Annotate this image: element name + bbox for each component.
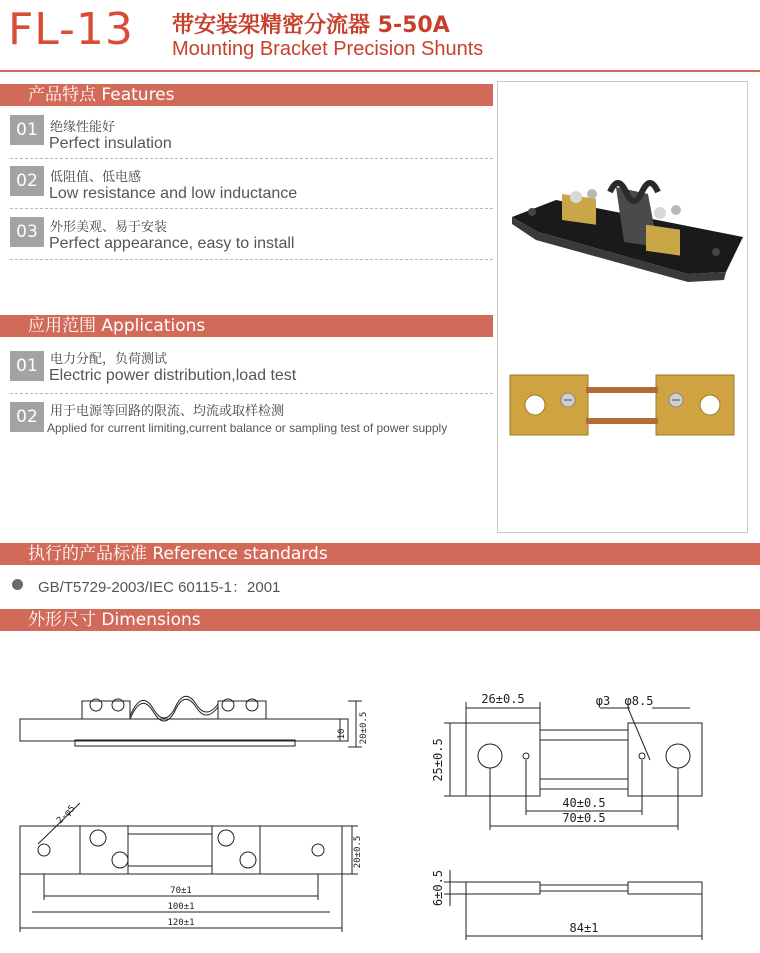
dim-label: 70±1	[170, 886, 192, 896]
applications-heading: 应用范围 Applications	[0, 315, 493, 337]
dim-label: 26±0.5	[481, 692, 525, 706]
application-number: 02	[10, 402, 44, 432]
application-cn: 用于电源等回路的限流、均流或取样检测	[50, 404, 285, 419]
dim-label: 20±0.5	[353, 835, 363, 869]
product-title-en: Mounting Bracket Precision Shunts	[172, 38, 484, 60]
dimensions-heading: 外形尺寸 Dimensions	[0, 609, 760, 631]
dim-label: 10	[337, 728, 347, 740]
side-view-drawing	[20, 696, 362, 747]
feature-cn: 低阻值、低电感	[50, 170, 142, 185]
dim-label: 20±0.5	[359, 711, 369, 745]
dim-label: φ8.5	[624, 694, 654, 708]
features-heading: 产品特点 Features	[0, 84, 493, 106]
application-number: 01	[10, 351, 44, 381]
feature-cn: 绝缘性能好	[50, 120, 116, 135]
feature-number: 01	[10, 115, 44, 145]
feature-en: Low resistance and low inductance	[49, 185, 298, 202]
standard-text: GB/T5729-2003/IEC 60115-1：2001	[38, 579, 281, 596]
product-title-cn: 带安装架精密分流器 5-50A	[172, 13, 450, 38]
dim-label: 25±0.5	[431, 738, 445, 782]
feature-number: 02	[10, 166, 44, 196]
dim-label: 70±0.5	[562, 811, 606, 825]
feature-en: Perfect appearance, easy to install	[49, 235, 295, 252]
standards-heading: 执行的产品标准 Reference standards	[0, 543, 760, 565]
dim-label: 2-φ5	[55, 803, 78, 827]
dim-label: 100±1	[167, 902, 195, 912]
top-view-drawing	[20, 803, 358, 932]
application-en: Applied for current limiting,current balance or sampling test of power supply	[47, 421, 448, 435]
dim-label: 6±0.5	[431, 869, 445, 907]
application-cn: 电力分配，负荷测试	[50, 352, 168, 367]
feature-en: Perfect insulation	[49, 135, 172, 152]
application-en: Electric power distribution,load test	[49, 367, 297, 384]
feature-cn: 外形美观、易于安装	[50, 220, 168, 235]
dim-label: 84±1	[569, 921, 599, 935]
model-title: FL-13	[8, 4, 134, 55]
dim-label: 120±1	[167, 918, 195, 928]
dim-label: φ3	[595, 694, 611, 708]
feature-number: 03	[10, 217, 44, 247]
dim-label: 40±0.5	[562, 796, 606, 810]
